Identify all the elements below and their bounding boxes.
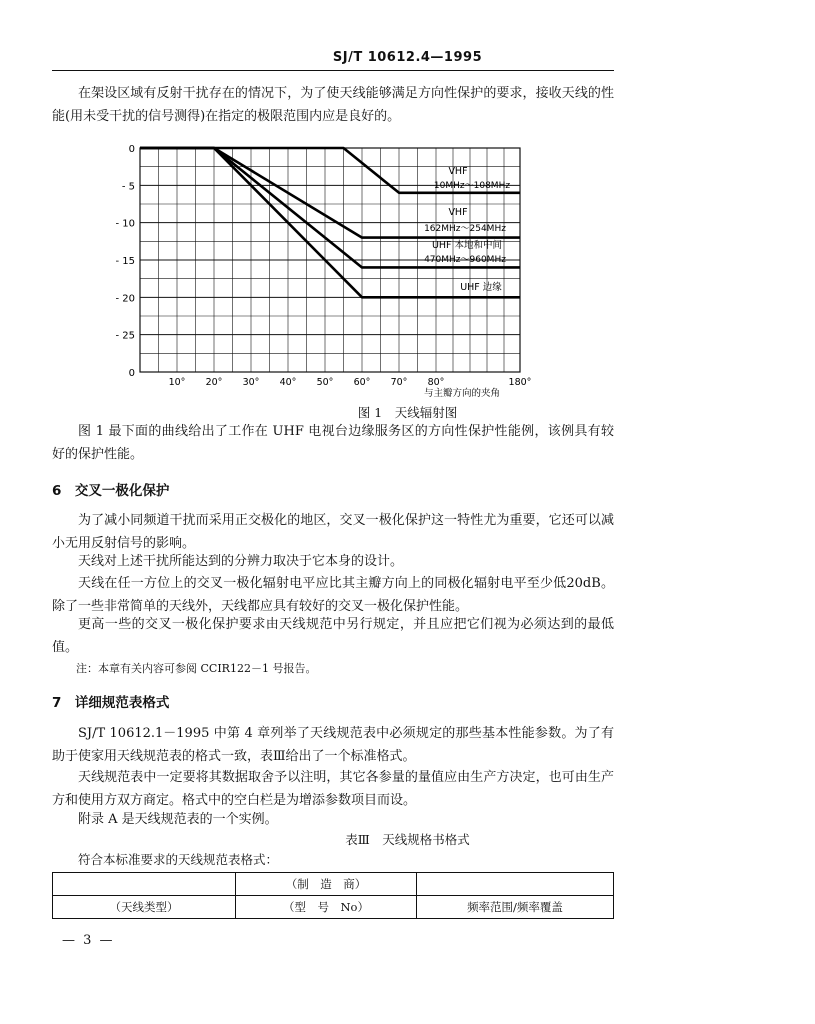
section-6-paragraph-1: 为了减小同频道干扰而采用正交极化的地区，交叉一极化保护这一特性尤为重要，它还可以减小无用反射信号的影响。: [52, 513, 614, 551]
table-cell-model-no: （型 号 No）: [236, 896, 417, 919]
table-title: 表Ⅲ 天线规格书格式: [345, 832, 470, 847]
figure-note: 图 1 最下面的曲线给出了工作在 UHF 电视台边缘服务区的方向性保护性能例，该例具有较好的保护性能。: [52, 424, 614, 462]
section-7-paragraph-3: 附录 A 是天线规范表的一个实例。: [78, 812, 278, 827]
label-vhf-2-range: 162MHz～254MHz: [424, 224, 506, 234]
section-7-paragraph-2: 天线规范表中一定要将其数据取舍予以注明，其它各参量的量值应由生产方决定，也可由生产方和使用方双方商定。格式中的空白栏是为增添参数项目而设。: [52, 770, 614, 808]
x-tick-label: 180°: [508, 377, 532, 388]
table-cell-manufacturer: （制 造 商）: [236, 873, 417, 896]
y-tick-label: - 25: [115, 330, 135, 342]
label-uhf-local: UHF 本地和中间: [431, 240, 503, 251]
x-tick-label: 10°: [168, 377, 186, 388]
figure-caption: 图 1 天线辐射图: [357, 405, 458, 420]
section-6-heading: 6 交叉一极化保护: [52, 483, 170, 499]
spec-table: [52, 872, 614, 919]
section-6-paragraph-3: 天线在任一方位上的交叉一极化辐射电平应比其主瓣方向上的同极化辐射电平至少低20dB。除了一些非常简单的天线外，天线都应具有较好的交叉一极化保护性能。: [52, 576, 614, 614]
section-6-paragraph-4: 更高一些的交叉一极化保护要求由天线规范中另行规定，并且应把它们视为必须达到的最低值。: [52, 617, 614, 655]
y-tick-label: - 20: [115, 293, 135, 305]
label-vhf-1: VHF: [448, 166, 468, 177]
radiation-pattern-chart: [110, 140, 550, 402]
x-tick-label: 80°: [427, 377, 445, 388]
section-7-paragraph-1: SJ/T 10612.1－1995 中第 4 章列举了天线规范表中必须规定的那些基本性能参数。为了有助于使家用天线规范表的格式一致，表Ⅲ给出了一个标准格式。: [52, 726, 614, 764]
intro-paragraph: 在架设区域有反射干扰存在的情况下，为了使天线能够满足方向性保护的要求，接收天线的性能(用未受干扰的信号测得)在指定的极限范围内应是良好的。: [52, 86, 614, 124]
table-intro: 符合本标准要求的天线规范表格式：: [78, 852, 279, 867]
y-axis-ticks: [115, 144, 135, 379]
page-number: — 3 —: [62, 933, 115, 948]
x-tick-label: 30°: [242, 377, 260, 388]
label-vhf-1-range: 10MHz～108MHz: [433, 181, 511, 191]
y-tick-label: - 5: [121, 181, 135, 193]
table-cell-empty: [53, 873, 236, 896]
label-uhf-local-range: 470MHz～960MHz: [424, 255, 506, 265]
label-vhf-2: VHF: [448, 207, 468, 218]
table-row: [53, 896, 614, 919]
section-7-heading: 7 详细规范表格式: [52, 695, 170, 711]
table-cell-freq-range: 频率范围/频率覆盖: [417, 896, 614, 919]
y-tick-label: 0: [128, 144, 135, 155]
label-uhf-edge: UHF 边缘: [460, 282, 502, 293]
series-annotations: [424, 166, 510, 293]
x-tick-label: 50°: [316, 377, 334, 388]
x-tick-label: 70°: [390, 377, 408, 388]
x-tick-label: 60°: [353, 377, 371, 388]
section-6-paragraph-2: 天线对上述干扰所能达到的分辨力取决于它本身的设计。: [78, 554, 404, 569]
x-tick-label: 20°: [205, 377, 223, 388]
x-tick-label: 40°: [279, 377, 297, 388]
table-cell-empty: [417, 873, 614, 896]
table-cell-antenna-type: （天线类型）: [53, 896, 236, 919]
x-axis-title: 与主瓣方向的夹角: [423, 388, 501, 399]
y-tick-label: - 15: [115, 256, 135, 267]
header-rule: [52, 70, 614, 71]
section-6-note: 注：本章有关内容可参阅 CCIR122－1 号报告。: [76, 662, 317, 675]
table-row: [53, 873, 614, 896]
y-tick-label: - 10: [115, 218, 135, 230]
page-header: SJ/T 10612.4—1995: [332, 50, 483, 65]
x-axis-ticks: [169, 377, 532, 388]
y-tick-label: 0: [128, 368, 135, 379]
